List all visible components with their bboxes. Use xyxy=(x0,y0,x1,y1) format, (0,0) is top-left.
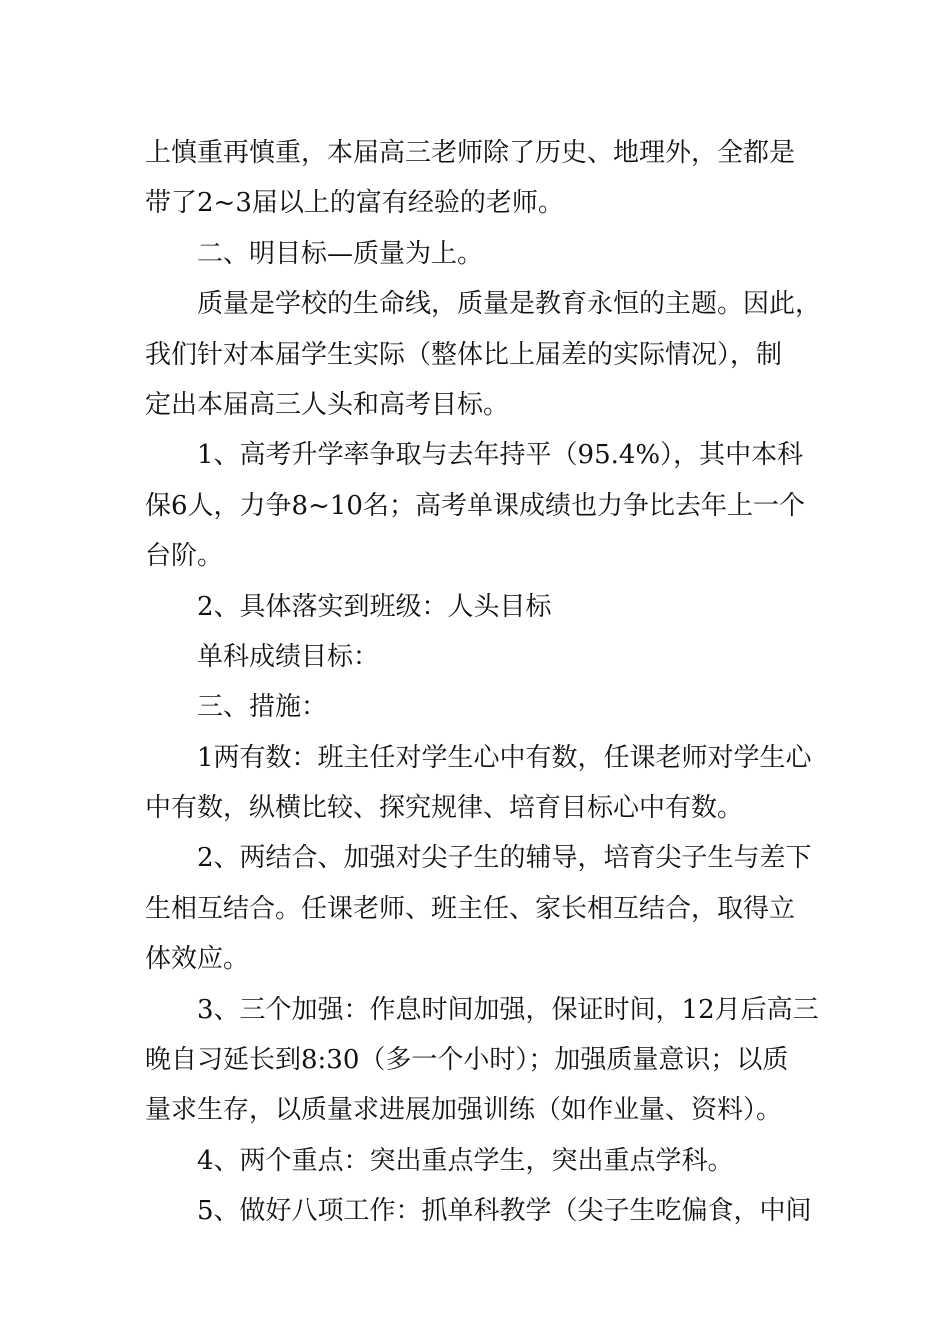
text-line: 我们针对本届学生实际（整体比上届差的实际情况），制 xyxy=(145,339,783,370)
text-line: 1两有数：班主任对学生心中有数，任课老师对学生心 xyxy=(197,742,812,773)
text-line: 定出本届高三人头和高考目标。 xyxy=(145,389,510,420)
section-heading: 二、明目标—质量为上。 xyxy=(197,238,484,269)
text-line: 5、做好八项工作：抓单科教学（尖子生吃偏食，中间 xyxy=(197,1196,812,1227)
document-body xyxy=(145,128,822,1237)
text-line: 中有数，纵横比较、探究规律、培育目标心中有数。 xyxy=(145,793,744,824)
text-line: 4、两个重点：突出重点学生，突出重点学科。 xyxy=(197,1145,734,1176)
text-line: 上慎重再慎重，本届高三老师除了历史、地理外，全都是 xyxy=(145,138,796,168)
text-line: 2、具体落实到班级：人头目标 xyxy=(197,591,552,622)
section-heading: 三、措施： xyxy=(197,692,328,723)
text-line: 量求生存，以质量求进展加强训练（如作业量、资料）。 xyxy=(145,1095,783,1126)
text-line: 晚自习延长到8:30（多一个小时）；加强质量意识；以质 xyxy=(145,1045,789,1076)
text-line: 1、高考升学率争取与去年持平（95.4%），其中本科 xyxy=(197,440,804,471)
text-line: 保6人，力争8~10名；高考单课成绩也力争比去年上一个 xyxy=(145,490,805,521)
text-line: 2、两结合、加强对尖子生的辅导，培育尖子生与差下 xyxy=(197,843,812,874)
text-line: 生相互结合。任课老师、班主任、家长相互结合，取得立 xyxy=(145,893,796,924)
text-line: 质量是学校的生命线，质量是教育永恒的主题。因此， xyxy=(197,289,822,320)
text-line: 体效应。 xyxy=(145,944,250,975)
text-line: 带了2~3届以上的富有经验的老师。 xyxy=(145,188,564,219)
text-line: 台阶。 xyxy=(145,541,224,572)
text-line: 单科成绩目标： xyxy=(197,641,380,672)
text-line: 3、三个加强：作息时间加强，保证时间，12月后高三 xyxy=(197,994,819,1025)
